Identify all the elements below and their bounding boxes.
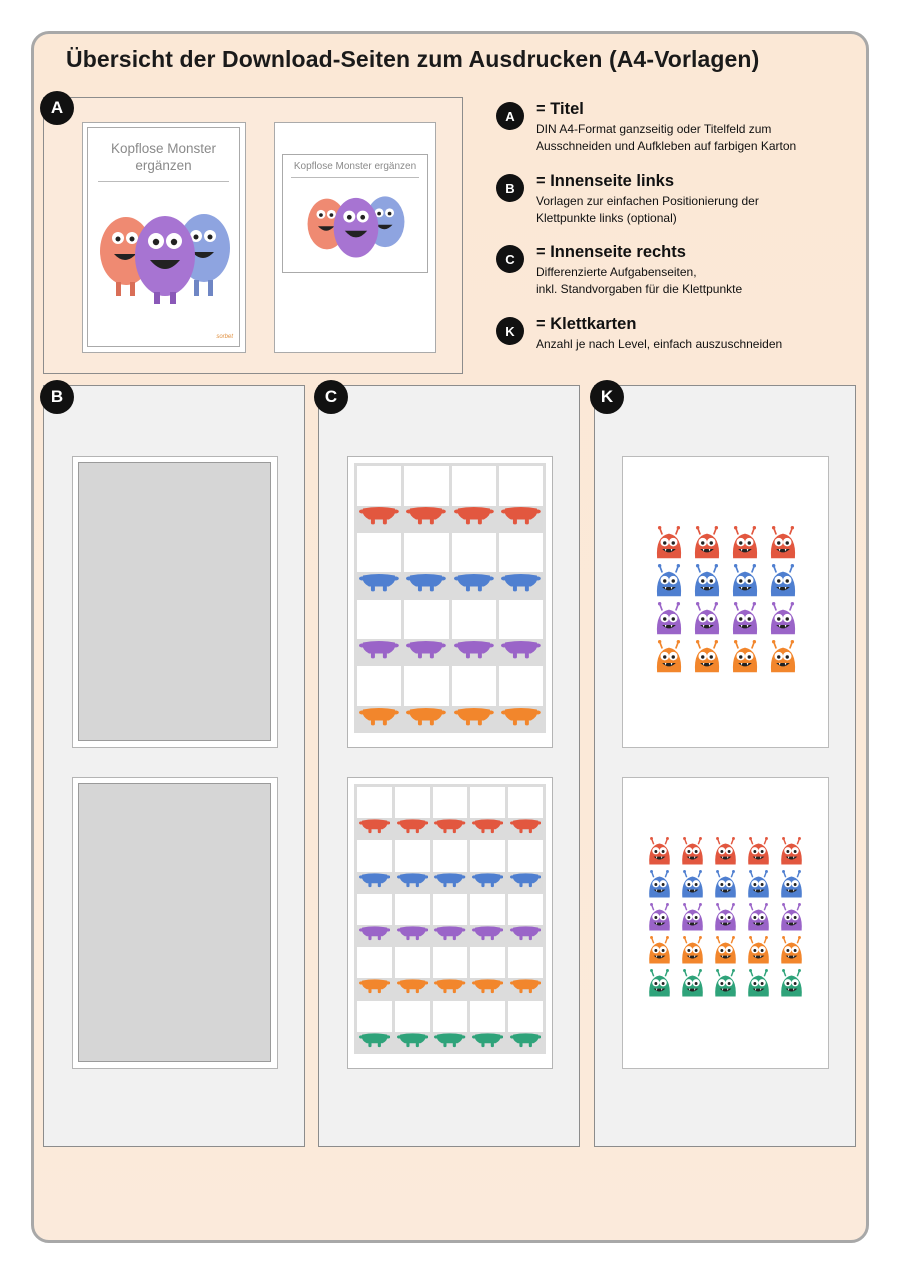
- monster-card-red: [777, 837, 806, 866]
- blank-cell: [452, 533, 496, 573]
- blank-cell: [452, 600, 496, 640]
- monster-body-red: [454, 504, 494, 527]
- blank-cell: [404, 466, 448, 506]
- monster-body-blue: [434, 871, 465, 889]
- monster-card-green: [777, 969, 806, 998]
- blank-cell: [470, 1001, 505, 1032]
- badge-b: B: [40, 380, 74, 414]
- monster-body-red: [472, 817, 503, 835]
- monster-card-purple: [678, 903, 707, 932]
- monster-card-blue: [744, 870, 773, 899]
- monster-body-purple: [434, 924, 465, 942]
- panel-title-pages: [43, 97, 463, 374]
- monster-card-green: [744, 969, 773, 998]
- monster-body-blue: [359, 571, 399, 594]
- monster-card-purple: [652, 602, 686, 636]
- blank-cell: [357, 666, 401, 706]
- badge-a: A: [40, 91, 74, 125]
- monster-body-red: [406, 504, 446, 527]
- monster-body-green: [397, 1031, 428, 1049]
- legend-heading-b: = Innenseite links: [536, 172, 675, 190]
- monster-card-red: [652, 526, 686, 560]
- blank-cell: [508, 947, 543, 978]
- blank-cell: [395, 1001, 430, 1032]
- monster-body-purple: [359, 924, 390, 942]
- monster-card-green: [711, 969, 740, 998]
- monster-body-orange: [434, 977, 465, 995]
- monster-card-green: [678, 969, 707, 998]
- monster-card-blue: [678, 870, 707, 899]
- cover-fullpage-inner: [87, 127, 240, 347]
- monster-card-red: [711, 837, 740, 866]
- blank-cell: [452, 466, 496, 506]
- blank-cell: [508, 840, 543, 871]
- legend-badge-b: B: [496, 174, 524, 202]
- monster-card-orange: [645, 936, 674, 965]
- badge-c: C: [314, 380, 348, 414]
- monster-body-blue: [359, 871, 390, 889]
- monster-card-orange: [690, 640, 724, 674]
- blank-cell: [357, 840, 392, 871]
- monster-body-orange: [510, 977, 541, 995]
- page-title: Übersicht der Download-Seiten zum Ausdrucken (A4-Vorlagen): [66, 46, 760, 72]
- legend-badge-c: C: [496, 245, 524, 273]
- monster-card-purple: [777, 903, 806, 932]
- cover-cutout-divider: [291, 177, 419, 178]
- monster-card-purple: [766, 602, 800, 636]
- monster-card-purple: [645, 903, 674, 932]
- brand-logo: sorbet: [216, 334, 233, 340]
- monster-body-purple: [501, 638, 541, 661]
- legend-badge-k: K: [496, 317, 524, 345]
- monster-card-orange: [678, 936, 707, 965]
- cover-cutout-title: Kopflose Monster ergänzen: [293, 161, 417, 172]
- legend-text-a-2: Ausschneiden und Aufkleben auf farbigen Karton: [536, 138, 797, 153]
- monster-body-red: [359, 817, 390, 835]
- blank-cell: [433, 894, 468, 925]
- monster-card-purple: [744, 903, 773, 932]
- card-sheet-level1[interactable]: [622, 456, 829, 748]
- cover-cutout-field: [282, 154, 428, 273]
- monster-body-purple: [397, 924, 428, 942]
- monster-card-blue: [652, 564, 686, 598]
- monster-body-orange: [472, 977, 503, 995]
- task-grid: [354, 784, 546, 1054]
- monster-body-orange: [406, 705, 446, 728]
- monster-card-orange: [652, 640, 686, 674]
- monster-card-orange: [711, 936, 740, 965]
- monster-body-green: [510, 1031, 541, 1049]
- legend-badge-a: A: [496, 102, 524, 130]
- blank-cell: [357, 947, 392, 978]
- blank-cell: [395, 787, 430, 818]
- blank-cell: [470, 787, 505, 818]
- monster-body-purple: [359, 638, 399, 661]
- monster-body-blue: [472, 871, 503, 889]
- panel-cards: [594, 385, 856, 1147]
- blank-cell: [433, 840, 468, 871]
- monster-body-orange: [454, 705, 494, 728]
- legend-text-k-1: Anzahl je nach Level, einfach auszuschneiden: [536, 337, 783, 351]
- blank-cell: [395, 840, 430, 871]
- legend-text-c-1: Differenzierte Aufgabenseiten,: [536, 265, 697, 279]
- blank-cell: [395, 894, 430, 925]
- blank-cell: [470, 840, 505, 871]
- monster-body-red: [397, 817, 428, 835]
- monster-body-purple: [406, 638, 446, 661]
- monster-body-green: [359, 1031, 390, 1049]
- blank-cell: [357, 600, 401, 640]
- monster-body-blue: [501, 571, 541, 594]
- blank-cell: [470, 894, 505, 925]
- monster-body-red: [359, 504, 399, 527]
- monster-body-red: [510, 817, 541, 835]
- monster-card-blue: [690, 564, 724, 598]
- panel-inner-left: [43, 385, 305, 1147]
- monster-card-red: [690, 526, 724, 560]
- monster-body-green: [472, 1031, 503, 1049]
- monster-body-orange: [501, 705, 541, 728]
- monster-card-red: [766, 526, 800, 560]
- task-grid: [354, 463, 546, 733]
- blank-cell: [499, 533, 543, 573]
- blank-cell: [508, 787, 543, 818]
- legend-heading-a: = Titel: [536, 100, 584, 118]
- blank-cell: [499, 600, 543, 640]
- monster-card-blue: [645, 870, 674, 899]
- badge-k: K: [590, 380, 624, 414]
- blank-cell: [357, 466, 401, 506]
- monster-card-blue: [728, 564, 762, 598]
- legend-text-a-1: DIN A4-Format ganzseitig oder Titelfeld zum: [536, 122, 772, 136]
- monster-card-purple: [728, 602, 762, 636]
- monster-body-orange: [359, 977, 390, 995]
- blank-cell: [404, 666, 448, 706]
- template-sheet-1-area: [78, 462, 271, 741]
- template-sheet-2-area: [78, 783, 271, 1062]
- monster-body-red: [501, 504, 541, 527]
- blank-cell: [357, 787, 392, 818]
- template-sheet-1[interactable]: [72, 456, 278, 748]
- monster-body-purple: [472, 924, 503, 942]
- monster-group-illustration-small: [295, 183, 417, 265]
- monster-card-blue: [766, 564, 800, 598]
- blank-cell: [433, 1001, 468, 1032]
- blank-cell: [499, 466, 543, 506]
- monster-body-red: [434, 817, 465, 835]
- template-sheet-2[interactable]: [72, 777, 278, 1069]
- monster-card-red: [645, 837, 674, 866]
- monster-card-purple: [690, 602, 724, 636]
- monster-card-orange: [728, 640, 762, 674]
- monster-body-green: [434, 1031, 465, 1049]
- blank-cell: [404, 600, 448, 640]
- blank-cell: [357, 533, 401, 573]
- monster-body-orange: [359, 705, 399, 728]
- legend-text-b-1: Vorlagen zur einfachen Positionierung der: [536, 194, 759, 208]
- monster-card-blue: [711, 870, 740, 899]
- monster-body-blue: [510, 871, 541, 889]
- blank-cell: [433, 947, 468, 978]
- cover-fullpage[interactable]: [82, 122, 246, 353]
- monster-card-red: [728, 526, 762, 560]
- blank-cell: [508, 894, 543, 925]
- blank-cell: [433, 787, 468, 818]
- legend-text-b-2: Klettpunkte links (optional): [536, 210, 677, 225]
- monster-card-green: [645, 969, 674, 998]
- task-sheet-level1[interactable]: [347, 456, 553, 748]
- card-sheet-level2[interactable]: [622, 777, 829, 1069]
- monster-body-blue: [397, 871, 428, 889]
- monster-body-blue: [406, 571, 446, 594]
- legend-heading-k: = Klettkarten: [536, 315, 637, 333]
- monster-card-red: [744, 837, 773, 866]
- blank-cell: [357, 1001, 392, 1032]
- cover-title-line1: Kopflose Monster: [110, 141, 217, 156]
- monster-card-orange: [766, 640, 800, 674]
- blank-cell: [404, 533, 448, 573]
- blank-cell: [452, 666, 496, 706]
- monster-card-blue: [777, 870, 806, 899]
- blank-cell: [499, 666, 543, 706]
- monster-group-illustration: [96, 196, 234, 306]
- monster-card-red: [678, 837, 707, 866]
- monster-body-orange: [397, 977, 428, 995]
- task-sheet-level2[interactable]: [347, 777, 553, 1069]
- cover-title-line2: ergänzen: [135, 158, 192, 173]
- cover-cutout-page[interactable]: [274, 122, 436, 353]
- blank-cell: [395, 947, 430, 978]
- blank-cell: [508, 1001, 543, 1032]
- legend-text-c-2: inkl. Standvorgaben für die Klettpunkte: [536, 281, 743, 296]
- cover-divider: [98, 181, 229, 182]
- monster-card-orange: [777, 936, 806, 965]
- panel-inner-right: [318, 385, 580, 1147]
- legend-heading-c: = Innenseite rechts: [536, 243, 686, 261]
- monster-card-orange: [744, 936, 773, 965]
- monster-body-purple: [510, 924, 541, 942]
- monster-card-purple: [711, 903, 740, 932]
- blank-cell: [357, 894, 392, 925]
- blank-cell: [470, 947, 505, 978]
- monster-body-blue: [454, 571, 494, 594]
- monster-body-purple: [454, 638, 494, 661]
